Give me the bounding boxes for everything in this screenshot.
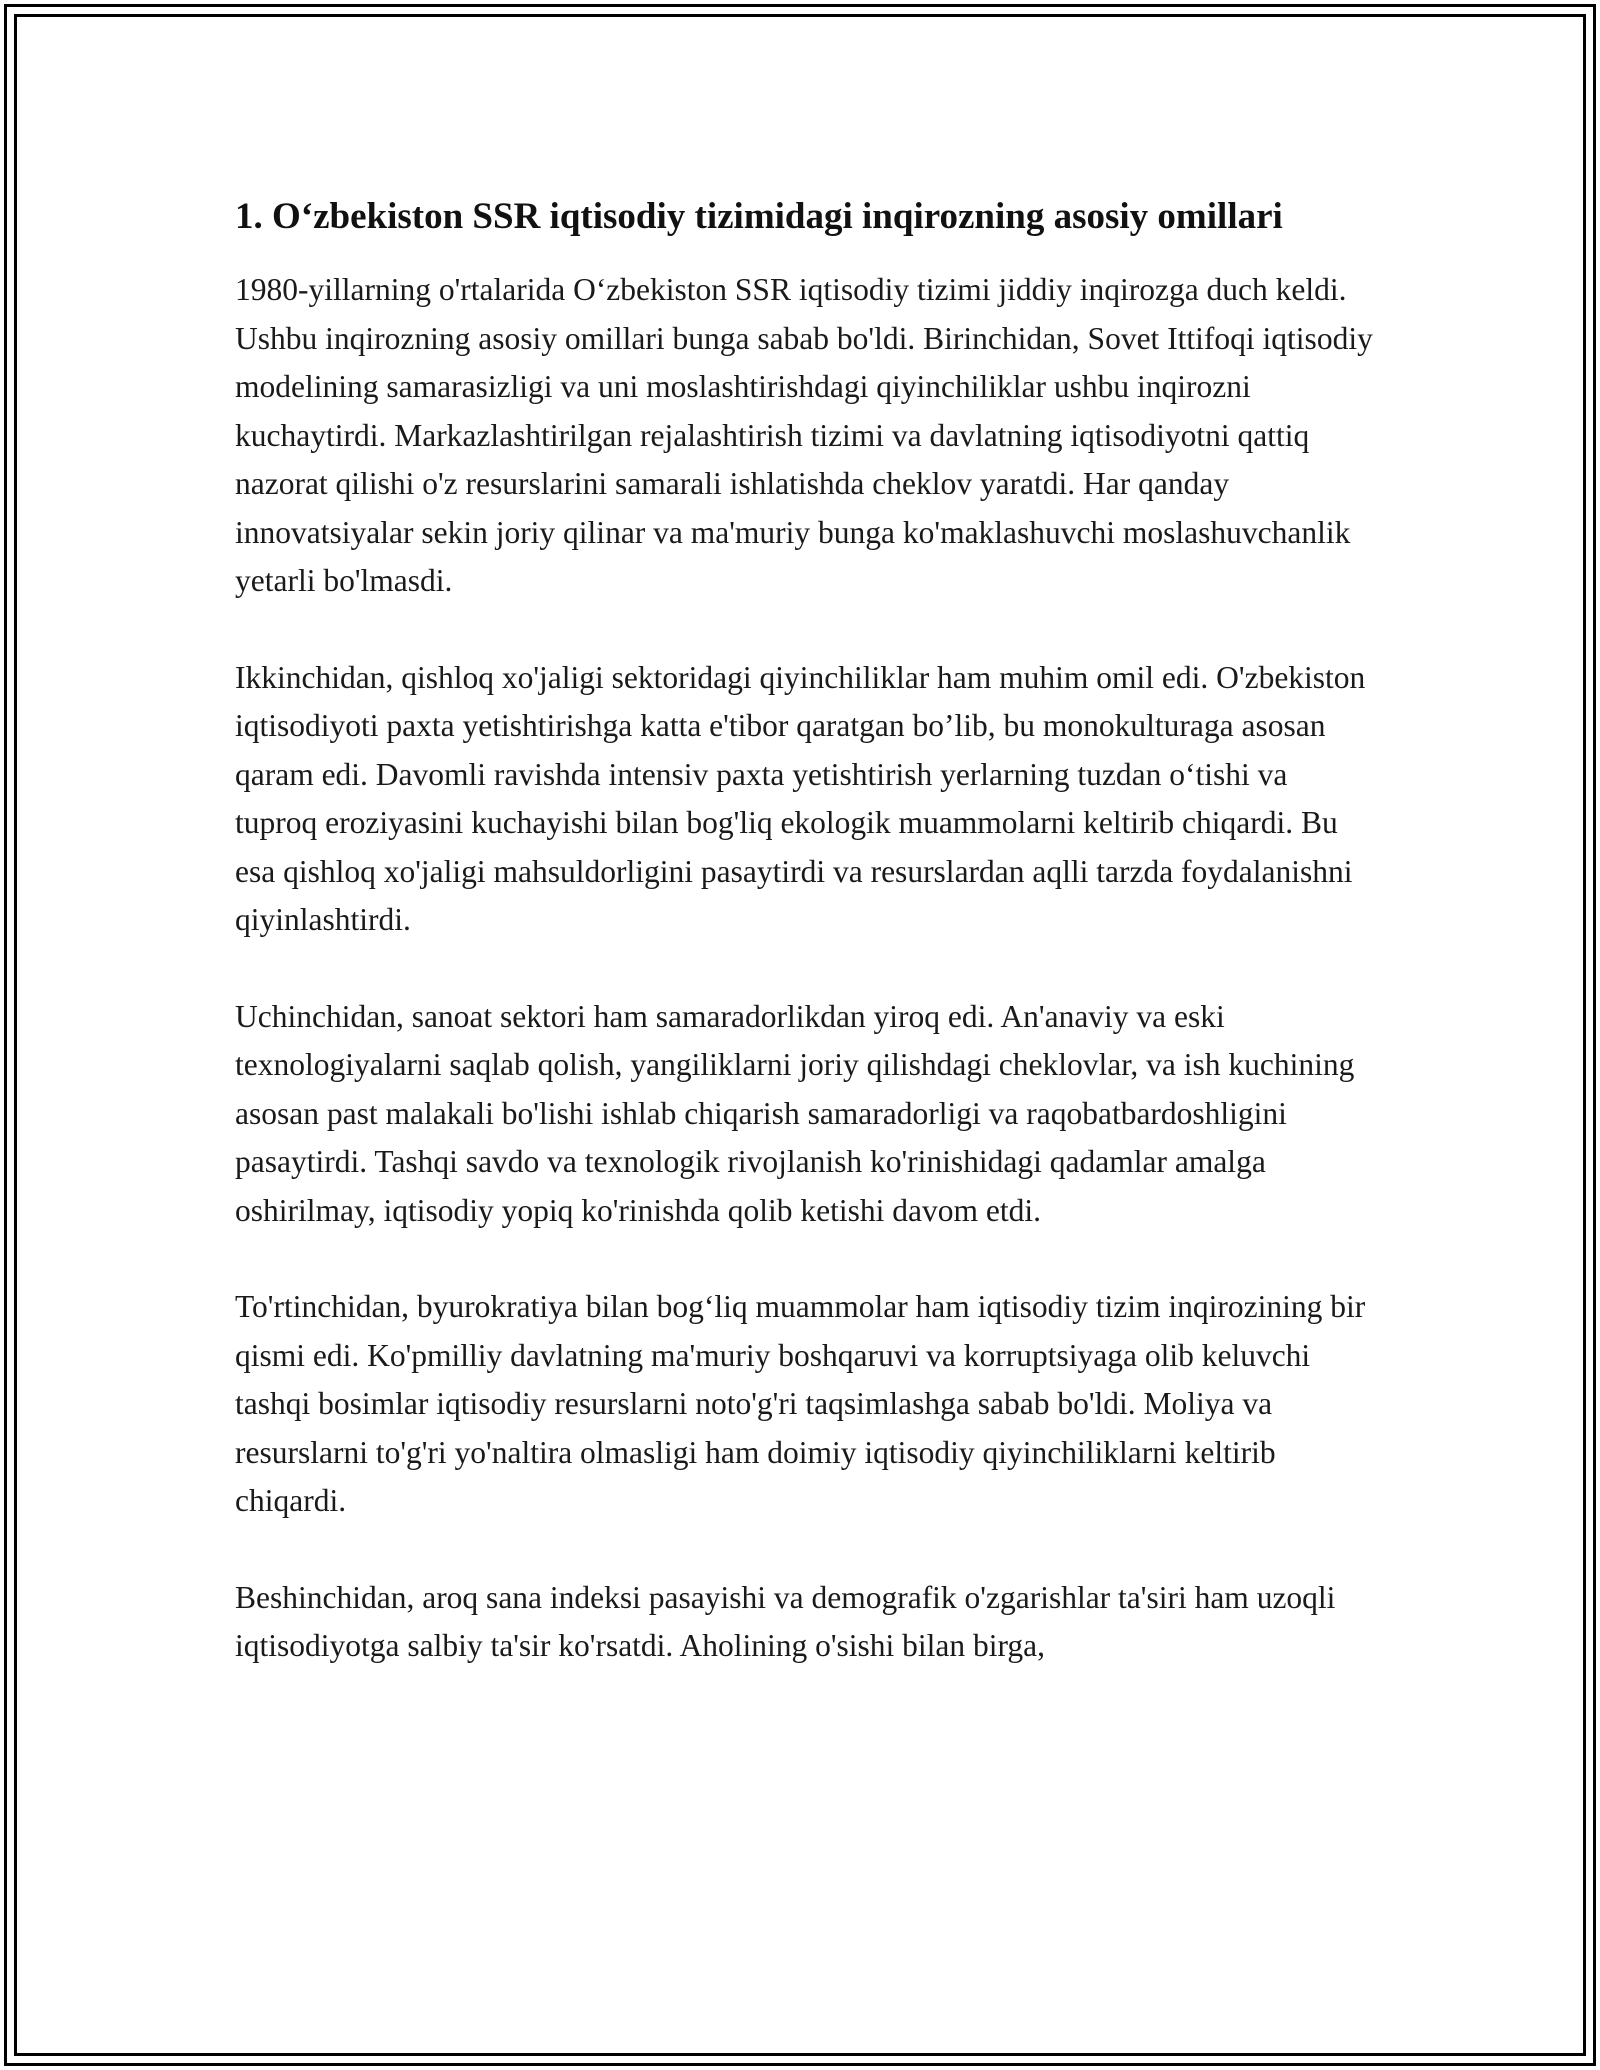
paragraph-1: 1980-yillarning o'rtalarida O‘zbekiston SSR iqtisodiy tizimi jiddiy inqirozga duch keldi. Ushbu inqirozning asosiy omillari bunga sabab bo'ldi. Birinchidan, Sovet Ittifoqi iqtisodiy modelining samarasizligi va uni moslashtirishdagi qiyinchiliklar ushbu inqirozni kuchaytirdi. Markazlashtirilgan rejalashtirish tizimi va davlatning iqtisodiyotni qattiq nazorat qilishi o'z resurslarini samarali ishlatishda cheklov yaratdi. Har qanday innovatsiyalar sekin joriy qilinar va ma'muriy bunga ko'maklashuvchi moslashuvchanlik yetarli bo'lmasdi. xyxy=(235,272,1373,598)
paragraph-4: To'rtinchidan, byurokratiya bilan bog‘liq muammolar ham iqtisodiy tizim inqirozining bir qismi edi. Ko'pmilliy davlatning ma'muriy boshqaruvi va korruptsiyaga olib keluvchi tashqi bosimlar iqtisodiy resurslarni noto'g'ri taqsimlashga sabab bo'ldi. Moliya va resurslarni to'g'ri yo'naltira olmasligi ham doimiy iqtisodiy qiyinchiliklarni keltirib chiqardi. xyxy=(235,1289,1366,1518)
document-body xyxy=(235,190,1375,1719)
paragraph-2: Ikkinchidan, qishloq xo'jaligi sektoridagi qiyinchiliklar ham muhim omil edi. O'zbekiston iqtisodiyoti paxta yetishtirishga katta e'tibor qaratgan bo’lib, bu monokulturaga asosan qaram edi. Davomli ravishda intensiv paxta yetishtirish yerlarning tuzdan o‘tishi va tuproq eroziyasini kuchayishi bilan bog'liq ekologik muammolarni keltirib chiqardi. Bu esa qishloq xo'jaligi mahsuldorligini pasaytirdi va resurslardan aqlli tarzda foydalanishni qiyinlashtirdi. xyxy=(235,659,1366,937)
section-heading: 1. O‘zbekiston SSR iqtisodiy tizimidagi inqirozning asosiy omillari xyxy=(235,196,1283,237)
paragraph-5: Beshinchidan, aroq sana indeksi pasayishi va demografik o'zgarishlar ta'siri ham uzoqli iqtisodiyotga salbiy ta'sir ko'rsatdi. Aholining o'sishi bilan birga, xyxy=(235,1579,1336,1663)
paragraph-3: Uchinchidan, sanoat sektori ham samaradorlikdan yiroq edi. An'anaviy va eski texnologiyalarni saqlab qolish, yangiliklarni joriy qilishdagi cheklovlar, va ish kuchining asosan past malakali bo'lishi ishlab chiqarish samaradorligi va raqobatbardoshligini pasaytirdi. Tashqi savdo va texnologik rivojlanish ko'rinishidagi qadamlar amalga oshirilmay, iqtisodiy yopiq ko'rinishda qolib ketishi davom etdi. xyxy=(235,998,1355,1228)
